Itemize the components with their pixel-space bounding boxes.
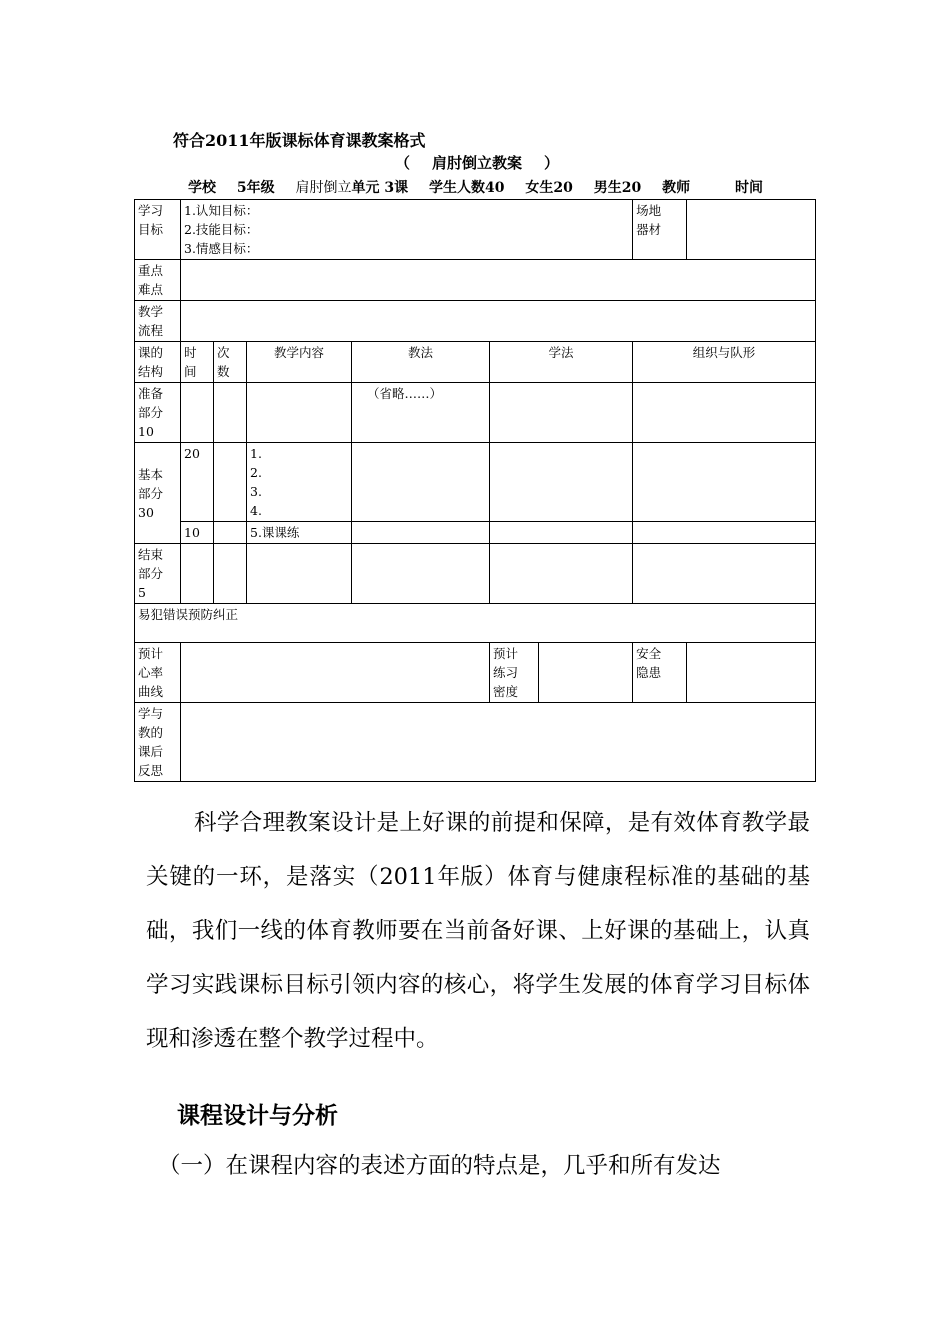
prep-label: 准备 部分 10: [135, 383, 181, 443]
basic-row-2: [135, 522, 816, 544]
end-label: 结束 部分 5: [135, 544, 181, 604]
info-grade: 5年级: [236, 180, 275, 196]
body-paragraph: 科学合理教案设计是上好课的前提和保障，是有效体育教学最关键的一环，是落实（2011年版）体育与健康程标准的基础的基础，我们一线的体育教师要在当前备好课、上好课的基础上，认真学习实践课标目标引领内容的核心，将学生发展的体育学习目标体现和渗透在整个教学过程中。: [146, 810, 810, 1052]
lesson-plan-table: [134, 199, 816, 782]
prep-organization: [633, 383, 816, 443]
subtitle-lesson-name: 肩肘倒立教案: [432, 154, 523, 172]
lesson-info-line: [188, 177, 779, 197]
end-count: [214, 544, 247, 604]
prep-learning: [490, 383, 633, 443]
info-students: 学生人数40: [429, 180, 505, 196]
reflection-content: [181, 703, 816, 782]
header-structure: 课的 结构: [135, 342, 181, 383]
prep-count: [214, 383, 247, 443]
safety-label: 安全 隐患: [633, 643, 687, 703]
venue-content: [687, 200, 816, 260]
reflection-label: 学与 教的 课后 反思: [135, 703, 181, 782]
basic-items: 1. 2. 3. 4.: [247, 443, 352, 522]
venue-label: 场地 器材: [633, 200, 687, 260]
subtitle-close-paren: ）: [544, 154, 560, 172]
header-count: 次 数: [214, 342, 247, 383]
errors-row: [135, 604, 816, 643]
flow-label: 教学 流程: [135, 301, 181, 342]
goal-skill: 2.技能目标：: [184, 222, 259, 237]
section-heading: 课程设计与分析: [177, 1102, 338, 1129]
goals-content: [181, 200, 633, 260]
density-label: 预计 练习 密度: [490, 643, 539, 703]
flow-row: [135, 301, 816, 342]
end-teaching: [352, 544, 490, 604]
safety-content: [687, 643, 816, 703]
basic-time-1: 20: [181, 443, 214, 522]
key-points-content: [181, 260, 816, 301]
basic-teaching-1: [352, 443, 490, 522]
basic-row-1: [135, 443, 816, 522]
errors-label: 易犯错误预防纠正: [135, 604, 816, 643]
heart-rate-label: 预计 心率 曲线: [135, 643, 181, 703]
info-boys: 男生20: [593, 180, 642, 196]
end-row: [135, 544, 816, 604]
end-organization: [633, 544, 816, 604]
info-girls: 女生20: [525, 180, 573, 196]
goal-affective: 3.情感目标：: [184, 241, 259, 256]
info-time: 时间: [734, 180, 763, 196]
basic-item-5: 5.课课练: [247, 522, 352, 544]
subtitle-open-paren: （: [395, 154, 411, 172]
basic-count-2: [214, 522, 247, 544]
header-content: 教学内容: [247, 342, 352, 383]
basic-count-1: [214, 443, 247, 522]
end-time: [181, 544, 214, 604]
reflection-row: [135, 703, 816, 782]
key-points-label: 重点 难点: [135, 260, 181, 301]
estimates-row: [135, 643, 816, 703]
basic-organization-2: [633, 522, 816, 544]
basic-learning-2: [490, 522, 633, 544]
info-unit: 单元 3课: [351, 180, 409, 196]
header-organization: 组织与队形: [633, 342, 816, 383]
goals-row: [135, 200, 816, 260]
header-teaching: 教法: [352, 342, 490, 383]
info-school: 学校: [188, 180, 216, 196]
goals-label: 学习 目标: [135, 200, 181, 260]
info-teacher: 教师: [662, 180, 691, 196]
prep-teaching: （省略……）: [352, 383, 490, 443]
header-row: [135, 342, 816, 383]
prep-content: [247, 383, 352, 443]
basic-learning-1: [490, 443, 633, 522]
basic-organization-1: [633, 443, 816, 522]
prep-time: [181, 383, 214, 443]
basic-teaching-2: [352, 522, 490, 544]
end-content: [247, 544, 352, 604]
header-learning: 学法: [490, 342, 633, 383]
header-time: 时 间: [181, 342, 214, 383]
info-unit-name: 肩肘倒立: [295, 180, 352, 196]
goal-cognitive: 1.认知目标：: [184, 203, 259, 218]
key-points-row: [135, 260, 816, 301]
lesson-subtitle: [395, 152, 559, 173]
basic-label: 基本 部分 30: [135, 443, 181, 544]
document-title: 符合2011年版课标体育课教案格式: [173, 131, 426, 150]
end-learning: [490, 544, 633, 604]
prep-row: [135, 383, 816, 443]
body-paragraph-2: （一）在课程内容的表述方面的特点是，几乎和所有发达: [158, 1153, 721, 1179]
density-content: [539, 643, 633, 703]
basic-time-2: 10: [181, 522, 214, 544]
heart-rate-content: [181, 643, 490, 703]
flow-content: [181, 301, 816, 342]
